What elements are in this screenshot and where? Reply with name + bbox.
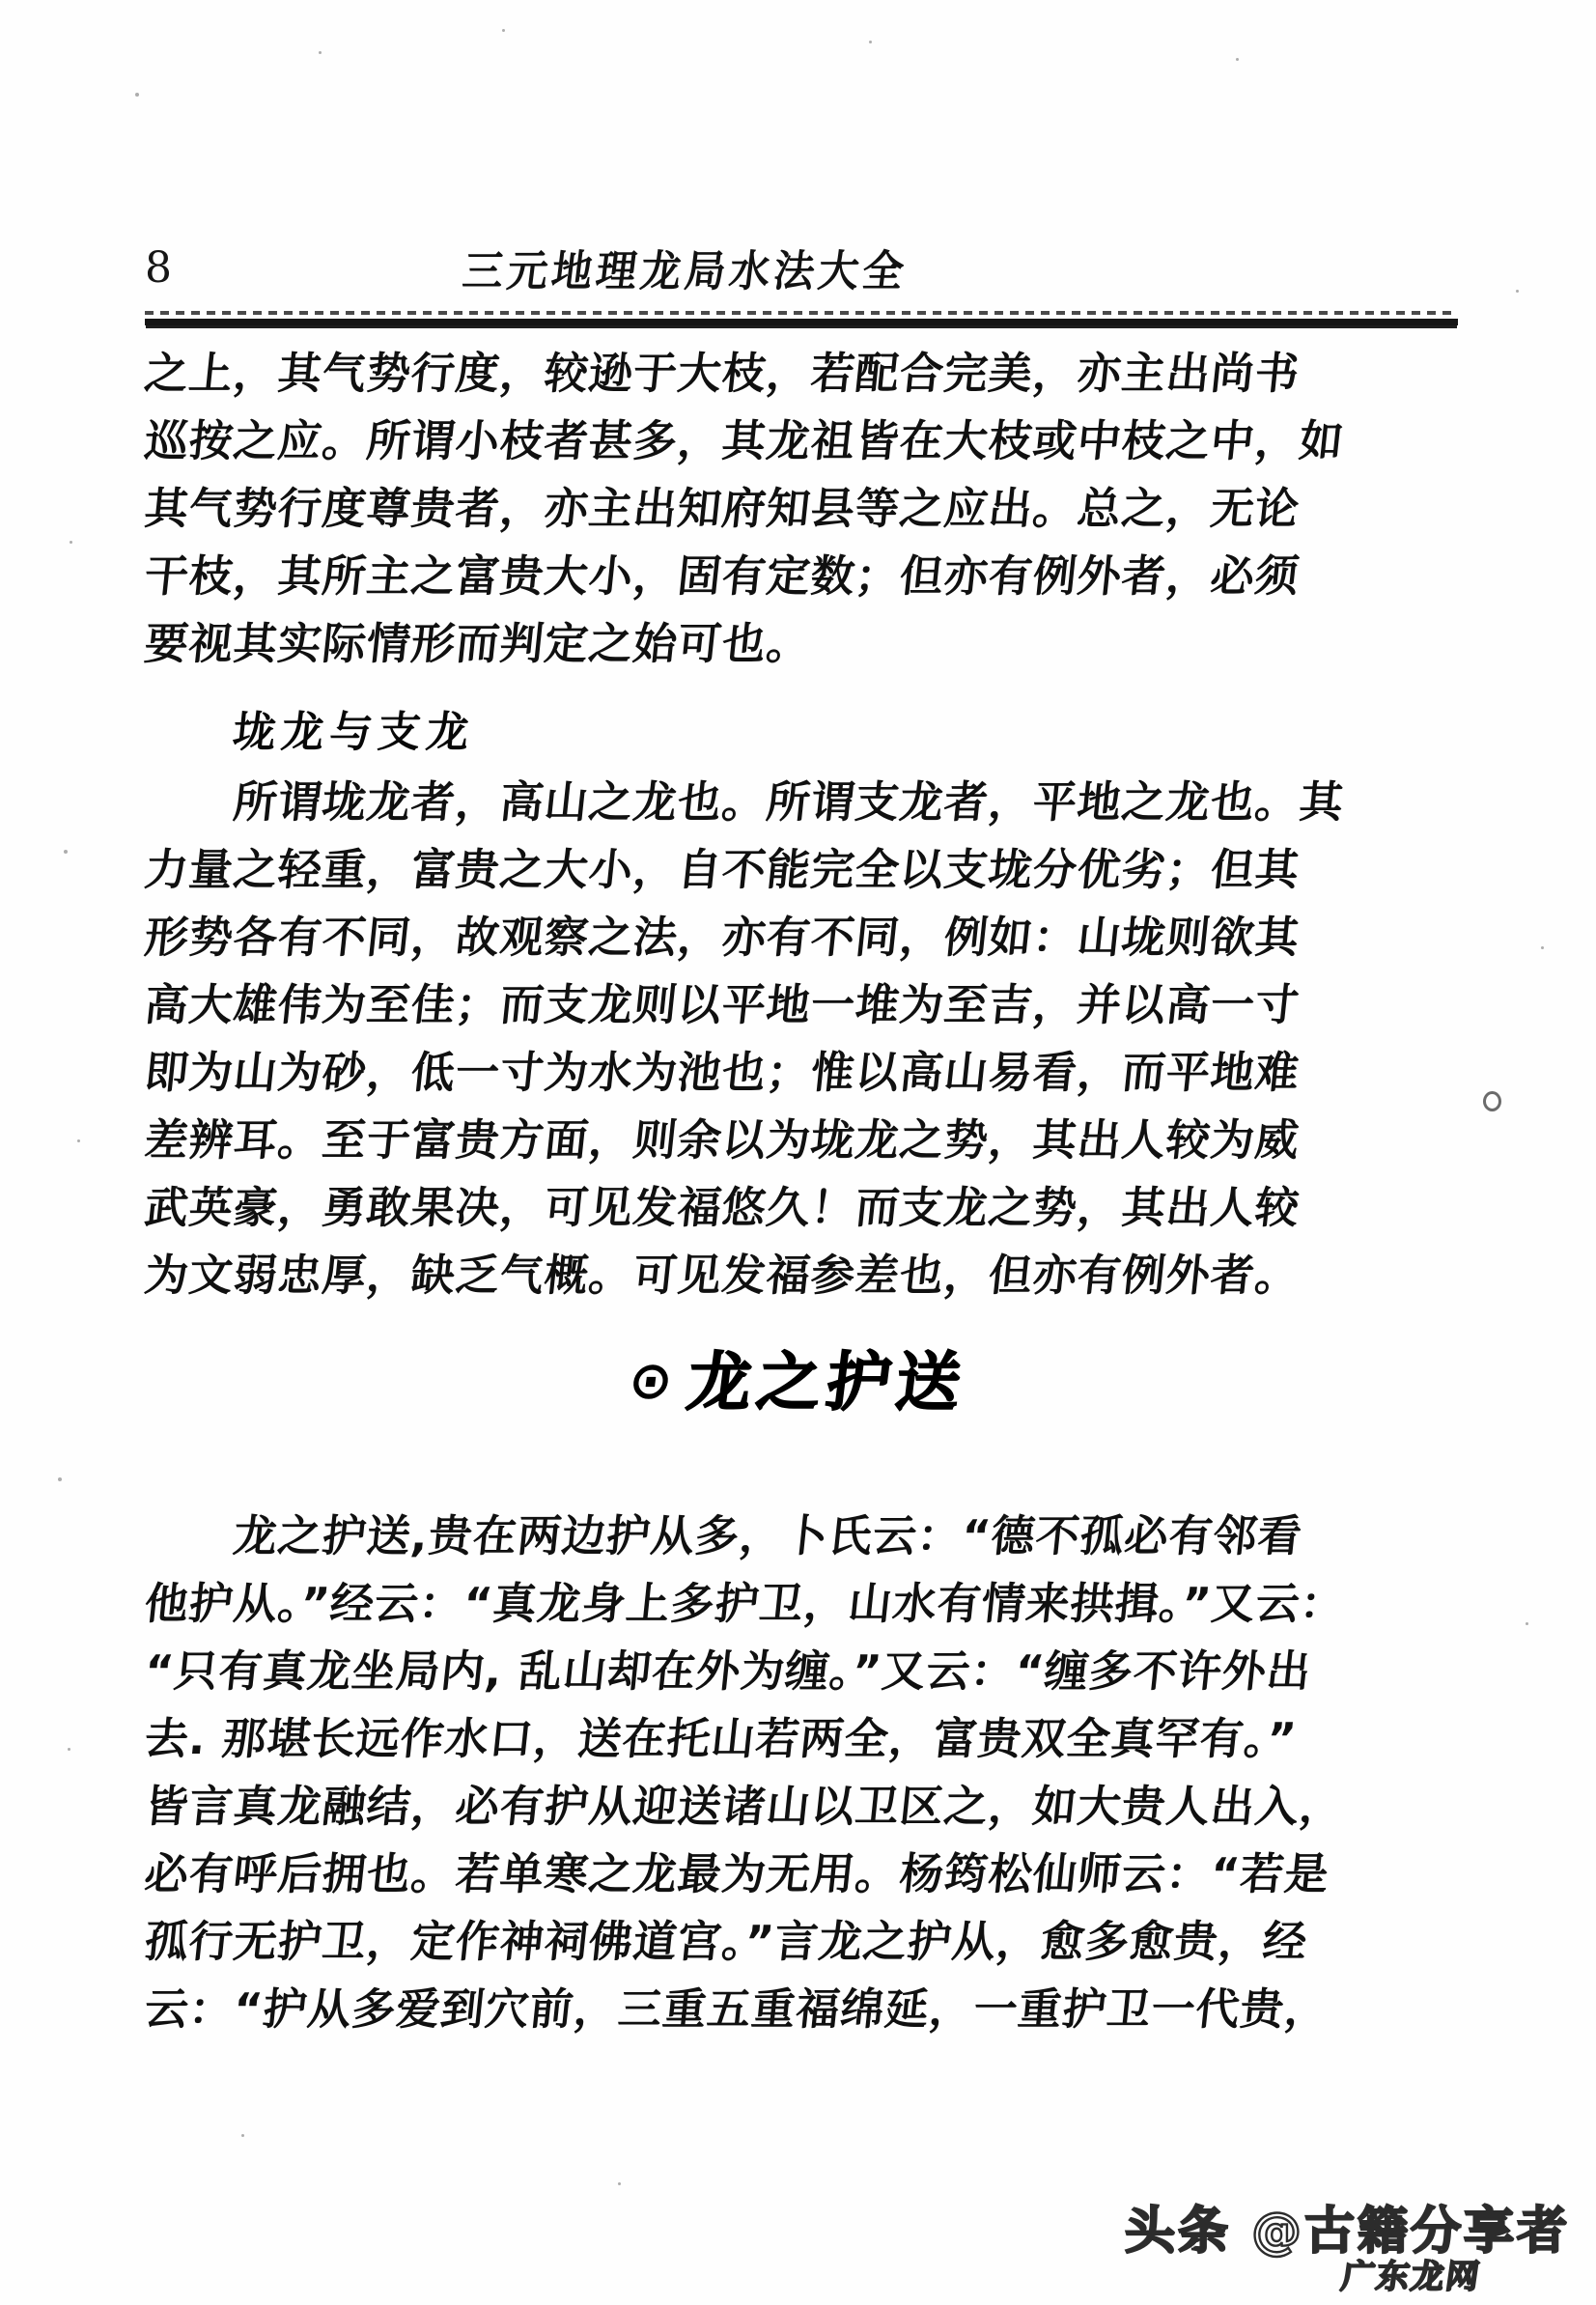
- subheading-long-dragon-branch-dragon: 垅龙与支龙: [230, 708, 478, 757]
- header-rule-speckle: [145, 311, 1458, 315]
- scan-speck: [618, 2182, 621, 2185]
- header-rule: [145, 319, 1458, 325]
- scan-speck: [1516, 290, 1519, 293]
- text-line: 武英豪，勇敢果决，可见发福悠久！而支龙之势，其出人较: [142, 1182, 1302, 1233]
- scan-speck: [319, 51, 322, 54]
- text-line: 云：“护从多爱到穴前，三重五重福绵延，一重护卫一代贵，: [142, 1983, 1332, 2035]
- text-line: 所谓垅龙者，高山之龙也。所谓支龙者，平地之龙也。其: [231, 776, 1347, 828]
- text-line: 为文弱忠厚，缺乏气概。可见发福参差也，但亦有例外者。: [142, 1250, 1302, 1301]
- watermark-main: 头条 @古籍分享者: [1125, 2203, 1571, 2261]
- text-line: 高大雄伟为至佳；而支龙则以平地一堆为至吉，并以高一寸: [142, 979, 1302, 1030]
- scan-speck: [64, 850, 68, 854]
- circled-dot-icon: ⊙: [625, 1350, 683, 1411]
- text-line: 去. 那堪长远作水口，送在托山若两全，富贵双全真罕有。”: [142, 1713, 1300, 1764]
- scan-speck: [1236, 58, 1239, 61]
- scan-speck: [502, 29, 505, 32]
- paragraph-one: [142, 340, 1468, 678]
- ink-blot: [1483, 1091, 1501, 1111]
- watermark-sub: 广东龙网: [1338, 2258, 1484, 2296]
- text-line: 形势各有不同，故观察之法，亦有不同，例如：山垅则欲其: [142, 912, 1302, 963]
- section-title-text: 龙之护送: [683, 1345, 971, 1420]
- scan-speck: [77, 1139, 80, 1142]
- scan-speck: [70, 541, 72, 544]
- text-line: 必有呼后拥也。若单寒之龙最为无用。杨筠松仙师云：“若是: [142, 1848, 1332, 1899]
- text-line: “只有真龙坐局内, 乱山却在外为缠。”又云：“缠多不许外出: [142, 1645, 1314, 1697]
- text-line: 力量之轻重，富贵之大小，自不能完全以支垅分优劣；但其: [142, 844, 1302, 895]
- text-line: 龙之护送,贵在两边护从多，卜氏云：“德不孤必有邻看: [231, 1510, 1305, 1561]
- text-line: 巡按之应。所谓小枝者甚多，其龙祖皆在大枝或中枝之中，如: [142, 415, 1347, 466]
- text-line: 他护从。”经云：“真龙身上多护卫，山水有情来拱揖。”又云：: [142, 1578, 1348, 1629]
- scan-speck: [1541, 946, 1544, 949]
- scan-speck: [135, 93, 139, 97]
- scan-speck: [869, 41, 872, 43]
- scan-speck: [1526, 1622, 1528, 1625]
- text-line: 要视其实际情形而判定之始可也。: [142, 618, 814, 669]
- text-line: 差辨耳。至于富贵方面，则余以为垅龙之势，其出人较为威: [142, 1114, 1302, 1166]
- running-title: 三元地理龙局水法大全: [460, 245, 910, 296]
- section-title: [0, 1331, 1596, 1422]
- scan-speck: [68, 1748, 70, 1751]
- scan-speck: [58, 1477, 62, 1481]
- running-head: [145, 239, 1458, 311]
- scan-speck: [241, 2134, 244, 2137]
- text-line: 即为山为砂，低一寸为水为池也；惟以高山易看，而平地难: [142, 1047, 1302, 1098]
- paragraph-two: [142, 769, 1468, 1309]
- text-line: 其气势行度尊贵者，亦主出知府知县等之应出。总之，无论: [142, 483, 1302, 534]
- page-number: 8: [145, 243, 172, 293]
- text-line: 之上，其气势行度，较逊于大枝，若配合完美，亦主出尚书: [142, 348, 1302, 399]
- text-line: 孤行无护卫，定作神祠佛道宫。”言龙之护从，愈多愈贵，经: [142, 1916, 1310, 1967]
- text-line: 皆言真龙融结，必有护从迎送诸山以卫区之，如大贵人出入，: [142, 1781, 1347, 1832]
- text-line: 干枝，其所主之富贵大小，固有定数；但亦有例外者，必须: [142, 550, 1302, 602]
- paragraph-three: [142, 1503, 1468, 2043]
